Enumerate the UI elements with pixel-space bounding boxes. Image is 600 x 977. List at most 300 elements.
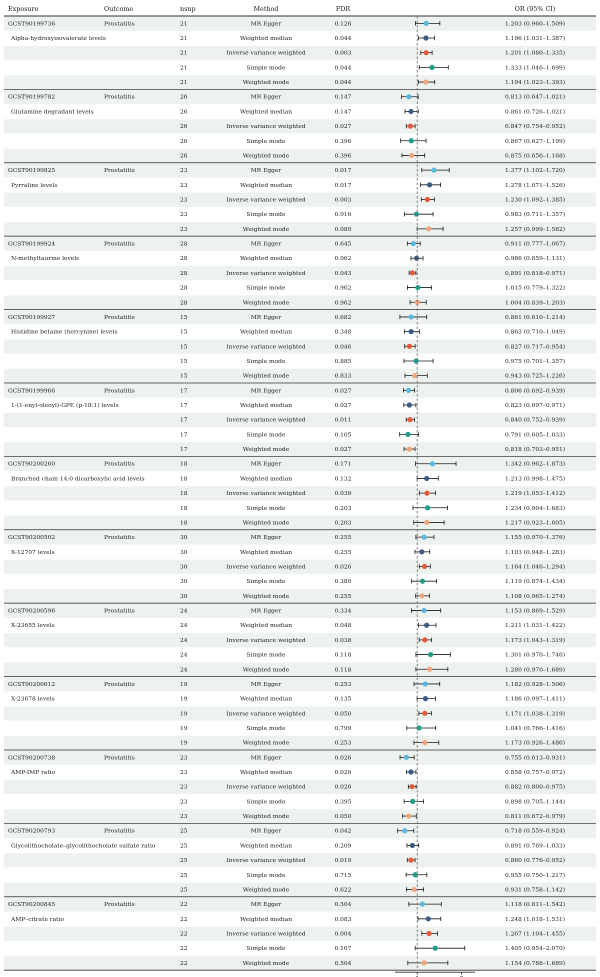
fdr-value: 0.044	[334, 80, 352, 87]
table-row	[4, 589, 596, 603]
nsnp-value: 30	[180, 564, 188, 571]
or-point	[423, 35, 428, 40]
fdr-value: 0.622	[334, 887, 352, 894]
fdr-value: 0.396	[334, 138, 352, 145]
fdr-value: 0.962	[334, 300, 352, 307]
or-point	[419, 549, 424, 554]
or-ci-text: 1.004 (0.839–1.203)	[504, 300, 566, 307]
or-ci-text: 0.931 (0.758–1.142)	[504, 887, 566, 894]
nsnp-value: 17	[180, 447, 188, 454]
or-point	[424, 491, 429, 496]
nsnp-value: 25	[180, 872, 188, 879]
table-row	[4, 384, 596, 398]
or-point	[410, 270, 415, 275]
outcome-label: Prostatitis	[104, 681, 135, 688]
or-ci-text: 1.153 (0.869–1.529)	[504, 608, 566, 615]
nsnp-value: 24	[180, 608, 188, 615]
or-ci-text: 1.377 (1.102–1.720)	[504, 168, 566, 175]
header-fdr: FDR	[335, 5, 351, 13]
exposure-id: GCST90199966	[8, 388, 56, 395]
fdr-value: 0.026	[334, 755, 352, 762]
header-exposure: Exposure	[8, 5, 39, 13]
exposure-label: X-23655 levels	[11, 623, 55, 630]
nsnp-value: 18	[180, 505, 188, 512]
fdr-value: 0.799	[334, 725, 352, 732]
or-point	[420, 902, 425, 907]
nsnp-value: 28	[180, 241, 188, 248]
table-row	[180, 211, 565, 218]
or-ci-text: 1.211 (1.031–1.422)	[504, 623, 566, 630]
nsnp-value: 18	[180, 461, 188, 468]
table-row	[4, 75, 596, 89]
table-row	[4, 369, 596, 383]
exposure-label: Histidine betaine (hercynine) levels	[11, 329, 118, 336]
method-label: Inverse variance weighted	[226, 564, 306, 571]
method-label: MR Egger	[250, 21, 282, 28]
or-point	[424, 520, 429, 525]
or-ci-text: 0.863 (0.710–1.049)	[504, 329, 566, 336]
or-ci-text: 1.173 (0.926–1.486)	[504, 740, 566, 747]
or-ci-text: 1.213 (0.998–1.475)	[504, 476, 566, 483]
exposure-label: X-23678 levels	[11, 696, 55, 703]
method-label: MR Egger	[250, 94, 282, 101]
or-ci-text: 0.858 (0.757–0.972)	[504, 770, 566, 777]
table-row	[11, 842, 565, 849]
or-point	[422, 740, 427, 745]
method-label: Inverse variance weighted	[226, 50, 306, 57]
table-row	[180, 652, 565, 659]
or-ci-text: 1.154 (0.788–1.689)	[504, 960, 566, 967]
or-point	[407, 402, 412, 407]
fdr-value: 0.044	[334, 65, 352, 72]
exposure-id: GCST90199825	[8, 168, 56, 175]
table-row	[4, 119, 596, 133]
or-ci-text: 1.203 (0.960–1.509)	[504, 21, 566, 28]
or-ci-text: 0.891 (0.818–0.971)	[504, 270, 566, 277]
fdr-value: 0.132	[334, 476, 352, 483]
or-point	[423, 79, 428, 84]
table-row	[11, 329, 565, 336]
table-row	[4, 516, 596, 530]
or-ci-text: 1.103 (0.948–1.283)	[504, 549, 566, 556]
fdr-value: 0.645	[334, 241, 352, 248]
table-row	[4, 824, 596, 838]
or-ci-text: 1.301 (0.970–1.746)	[504, 652, 566, 659]
table-row	[11, 182, 565, 189]
method-label: Weighted mode	[242, 373, 290, 380]
group-GCST90200612	[4, 677, 596, 750]
method-label: Weighted mode	[242, 593, 290, 600]
table-row	[4, 736, 596, 750]
or-ci-text: 1.333 (1.046–1.699)	[504, 65, 566, 72]
method-label: MR Egger	[250, 241, 282, 248]
or-point	[407, 446, 412, 451]
exposure-label: Glycolithocholate–glycolithocholate sulfate ratio	[11, 843, 156, 850]
or-ci-text: 1.280 (0.970–1.689)	[504, 667, 566, 674]
group-GCST90200793	[4, 823, 596, 896]
or-point	[430, 461, 435, 466]
method-label: Inverse variance weighted	[226, 858, 306, 865]
nsnp-value: 24	[180, 652, 188, 659]
table-row	[4, 149, 596, 163]
fdr-value: 0.027	[334, 403, 352, 410]
exposure-id: GCST90200502	[8, 535, 56, 542]
or-point	[425, 197, 430, 202]
fdr-value: 0.050	[334, 711, 352, 718]
or-ci-text: 1.186 (0.997–1.411)	[504, 696, 566, 703]
method-label: Weighted mode	[242, 153, 290, 160]
or-ci-text: 1.015 (0.779–1.322)	[504, 285, 566, 292]
method-label: Weighted median	[239, 476, 293, 483]
method-label: Weighted mode	[242, 447, 290, 454]
outcome-label: Prostatitis	[104, 94, 135, 101]
method-label: Inverse variance weighted	[226, 711, 306, 718]
fdr-value: 0.147	[334, 94, 352, 101]
or-ci-text: 0.718 (0.559–0.924)	[504, 828, 566, 835]
group-GCST90199927	[4, 310, 596, 383]
or-point	[412, 887, 417, 892]
table-row	[4, 633, 596, 647]
table-row	[180, 872, 565, 879]
nsnp-value: 18	[180, 476, 188, 483]
table-row	[10, 35, 565, 42]
fdr-value: 0.003	[334, 197, 352, 204]
fdr-value: 0.050	[334, 814, 352, 821]
or-point	[411, 241, 416, 246]
table-row	[4, 956, 596, 970]
method-label: MR Egger	[250, 828, 282, 835]
method-label: Weighted median	[239, 843, 293, 850]
exposure-label: Branched chain 14:0 dicarboxylic acid levels	[11, 476, 145, 483]
or-point	[408, 417, 413, 422]
table-row	[4, 310, 596, 324]
or-point	[424, 50, 429, 55]
or-point	[412, 373, 417, 378]
fdr-value: 0.833	[334, 373, 352, 380]
or-ci-text: 1.248 (1.018–1.531)	[504, 916, 566, 923]
exposure-id: GCST90199782	[8, 94, 56, 101]
outcome-label: Prostatitis	[104, 902, 135, 909]
table-row	[11, 402, 565, 409]
or-ci-text: 0.847 (0.754–0.952)	[504, 124, 566, 131]
fdr-value: 0.105	[334, 432, 352, 439]
table-row	[4, 442, 596, 456]
exposure-id: GCST90199924	[8, 241, 56, 248]
or-ci-text: 0.875 (0.656–1.168)	[504, 153, 566, 160]
or-point	[410, 843, 415, 848]
table-row	[4, 883, 596, 897]
fdr-value: 0.209	[334, 843, 352, 850]
method-label: MR Egger	[250, 168, 282, 175]
outcome-label: Prostatitis	[104, 388, 135, 395]
or-ci-text: 0.860 (0.776–0.952)	[504, 858, 566, 865]
nsnp-value: 21	[180, 50, 188, 57]
or-point	[424, 623, 429, 628]
table-row	[4, 897, 596, 911]
table-row	[4, 193, 596, 207]
fdr-value: 0.253	[334, 681, 352, 688]
table-row	[4, 222, 596, 236]
or-ci-text: 0.955 (0.750–1.217)	[504, 872, 566, 879]
nsnp-value: 23	[180, 755, 188, 762]
or-point	[408, 109, 413, 114]
method-label: Simple mode	[246, 65, 286, 72]
exposure-label: 1-(1-enyl-oleoyl)-GPE (p-18:1) levels	[11, 403, 119, 410]
method-label: Weighted mode	[242, 520, 290, 527]
method-label: MR Egger	[250, 681, 282, 688]
table-row	[4, 560, 596, 574]
nsnp-value: 21	[180, 65, 188, 72]
method-label: Weighted median	[239, 916, 293, 923]
or-point	[424, 21, 429, 26]
fdr-value: 0.715	[334, 872, 352, 879]
fdr-value: 0.083	[334, 916, 352, 923]
or-point	[422, 711, 427, 716]
method-label: Weighted median	[239, 623, 293, 630]
method-label: Weighted median	[239, 403, 293, 410]
fdr-value: 0.504	[334, 960, 352, 967]
method-label: MR Egger	[250, 755, 282, 762]
nsnp-value: 23	[180, 182, 188, 189]
method-label: MR Egger	[250, 535, 282, 542]
method-label: Weighted mode	[242, 226, 290, 233]
or-point	[409, 329, 414, 334]
or-point	[428, 652, 433, 657]
table-row	[180, 64, 565, 71]
nsnp-value: 17	[180, 417, 188, 424]
or-ci-text: 0.791 (0.605–1.033)	[504, 432, 566, 439]
or-ci-text: 1.173 (1.043–1.319)	[504, 637, 566, 644]
nsnp-value: 23	[180, 212, 188, 219]
outcome-label: Prostatitis	[104, 461, 135, 468]
or-ci-text: 1.219 (1.053–1.412)	[504, 491, 566, 498]
table-row	[11, 696, 565, 703]
or-ci-text: 0.818 (0.703–0.951)	[504, 447, 566, 454]
nsnp-value: 15	[180, 373, 188, 380]
nsnp-value: 28	[180, 256, 188, 263]
or-point	[422, 637, 427, 642]
nsnp-value: 17	[180, 403, 188, 410]
outcome-label: Prostatitis	[104, 608, 135, 615]
fdr-value: 0.038	[334, 637, 352, 644]
exposure-id: GCST90200596	[8, 608, 56, 615]
or-point	[426, 226, 431, 231]
method-label: Simple mode	[246, 285, 286, 292]
fdr-value: 0.118	[334, 667, 352, 674]
method-label: Weighted mode	[242, 300, 290, 307]
method-label: Inverse variance weighted	[226, 784, 306, 791]
or-point	[426, 931, 431, 936]
method-label: Simple mode	[246, 946, 286, 953]
table-row	[4, 295, 596, 309]
nsnp-value: 21	[180, 80, 188, 87]
fdr-value: 0.042	[334, 828, 352, 835]
outcome-label: Prostatitis	[104, 168, 135, 175]
table-row	[4, 809, 596, 823]
or-point	[425, 505, 430, 510]
fdr-value: 0.255	[334, 593, 352, 600]
exposure-label: X-12707 levels	[11, 549, 55, 556]
fdr-value: 0.334	[334, 608, 352, 615]
nsnp-value: 30	[180, 579, 188, 586]
method-label: Inverse variance weighted	[226, 124, 306, 131]
method-label: Simple mode	[246, 505, 286, 512]
method-label: Weighted mode	[242, 814, 290, 821]
group-GCST90200738	[4, 750, 596, 823]
nsnp-value: 30	[180, 549, 188, 556]
nsnp-value: 23	[180, 226, 188, 233]
table-row	[11, 622, 565, 629]
method-label: Weighted median	[239, 256, 293, 263]
group-GCST90200845	[4, 897, 596, 970]
table-row	[10, 769, 565, 776]
method-label: Simple mode	[246, 212, 286, 219]
method-label: Inverse variance weighted	[226, 344, 306, 351]
method-label: Inverse variance weighted	[226, 491, 306, 498]
exposure-id: GCST90200738	[8, 755, 56, 762]
fdr-value: 0.044	[334, 36, 352, 43]
or-point	[414, 358, 419, 363]
table-row	[180, 138, 565, 145]
or-ci-text: 0.811 (0.672–0.979)	[504, 814, 566, 821]
method-label: Inverse variance weighted	[226, 197, 306, 204]
table-row	[4, 927, 596, 941]
exposure-label: AMP–citrate ratio	[11, 916, 64, 923]
nsnp-value: 28	[180, 270, 188, 277]
table-row	[4, 339, 596, 353]
header-row	[8, 5, 555, 13]
or-point	[408, 314, 413, 319]
fdr-value: 0.048	[334, 623, 352, 630]
or-ci-text: 1.230 (1.092–1.385)	[504, 197, 566, 204]
table-row	[180, 358, 565, 365]
table-row	[180, 285, 565, 292]
fdr-value: 0.026	[334, 770, 352, 777]
method-label: Weighted median	[239, 182, 293, 189]
or-ci-text: 1.118 (0.811–1.542)	[504, 902, 566, 909]
or-point	[407, 344, 412, 349]
method-label: Simple mode	[246, 872, 286, 879]
method-label: Weighted median	[239, 329, 293, 336]
exposure-label: AMP-IMP ratio	[11, 770, 56, 777]
or-ci-text: 1.164 (1.046–1.294)	[504, 564, 566, 571]
nsnp-value: 26	[180, 124, 188, 131]
table-row	[180, 725, 565, 732]
or-ci-text: 0.813 (0.647–1.021)	[504, 94, 566, 101]
nsnp-value: 25	[180, 843, 188, 850]
outcome-label: Prostatitis	[104, 535, 135, 542]
method-label: Simple mode	[246, 652, 286, 659]
nsnp-value: 26	[180, 109, 188, 116]
or-ci-text: 1.405 (0.954–2.070)	[504, 946, 566, 953]
header-nsnp: nsnp	[180, 5, 196, 13]
or-ci-text: 0.827 (0.717–0.954)	[504, 344, 566, 351]
method-label: Weighted median	[239, 109, 293, 116]
fdr-value: 0.167	[334, 946, 352, 953]
nsnp-value: 19	[180, 725, 188, 732]
or-point	[421, 608, 426, 613]
nsnp-value: 23	[180, 197, 188, 204]
or-ci-text: 0.975 (0.701–1.357)	[504, 358, 566, 365]
method-label: Simple mode	[246, 725, 286, 732]
or-ci-text: 1.267 (1.104–1.455)	[504, 931, 566, 938]
fdr-value: 0.027	[334, 388, 352, 395]
table-row	[4, 751, 596, 765]
nsnp-value: 23	[180, 770, 188, 777]
fdr-value: 0.255	[334, 535, 352, 542]
group-GCST90200502	[4, 530, 596, 603]
fdr-value: 0.043	[334, 270, 352, 277]
fdr-value: 0.080	[334, 226, 352, 233]
fdr-value: 0.026	[334, 784, 352, 791]
or-point	[409, 153, 414, 158]
group-GCST90199924	[4, 236, 596, 309]
or-point	[422, 535, 427, 540]
exposure-id: GCST90200793	[8, 828, 56, 835]
outcome-label: Prostatitis	[104, 21, 135, 28]
or-ci-text: 0.867 (0.627–1.199)	[504, 138, 566, 145]
or-point	[424, 476, 429, 481]
or-ci-text: 0.861 (0.726–1.021)	[504, 109, 566, 116]
nsnp-value: 19	[180, 696, 188, 703]
fdr-value: 0.380	[334, 579, 352, 586]
outcome-label: Prostatitis	[104, 755, 135, 762]
or-point	[422, 564, 427, 569]
table-row	[4, 486, 596, 500]
nsnp-value: 22	[180, 902, 188, 909]
fdr-value: 0.962	[334, 285, 352, 292]
nsnp-value: 22	[180, 916, 188, 923]
or-ci-text: 0.983 (0.711–1.357)	[504, 212, 566, 219]
or-ci-text: 1.155 (0.970–1.376)	[504, 535, 566, 542]
or-point	[402, 828, 407, 833]
nsnp-value: 18	[180, 520, 188, 527]
or-point	[409, 784, 414, 789]
method-label: MR Egger	[250, 902, 282, 909]
nsnp-value: 19	[180, 740, 188, 747]
or-point	[406, 813, 411, 818]
or-point	[415, 285, 420, 290]
or-point	[426, 916, 431, 921]
fdr-value: 0.916	[334, 212, 352, 219]
nsnp-value: 15	[180, 314, 188, 321]
or-point	[414, 256, 419, 261]
or-ci-text: 0.911 (0.777–1.067)	[504, 241, 566, 248]
exposure-id: GCST90199736	[8, 21, 56, 28]
fdr-value: 0.962	[334, 256, 352, 263]
method-label: Weighted mode	[242, 887, 290, 894]
outcome-label: Prostatitis	[104, 828, 135, 835]
method-label: Weighted median	[239, 770, 293, 777]
table-row	[11, 108, 565, 115]
or-ci-text: 1.108 (0.965–1.274)	[504, 593, 566, 600]
fdr-value: 0.396	[334, 153, 352, 160]
or-ci-text: 1.171 (1.038–1.319)	[504, 711, 566, 718]
nsnp-value: 23	[180, 168, 188, 175]
group-GCST90199825	[4, 163, 596, 236]
or-ci-text: 0.861 (0.610–1.214)	[504, 314, 566, 321]
table-row	[180, 505, 565, 512]
or-ci-text: 1.201 (1.080–1.335)	[504, 50, 566, 57]
method-label: Inverse variance weighted	[226, 637, 306, 644]
method-label: Simple mode	[246, 138, 286, 145]
or-ci-text: 1.182 (0.928–1.506)	[504, 681, 566, 688]
table-row	[4, 662, 596, 676]
table-row	[4, 706, 596, 720]
method-label: Weighted mode	[242, 740, 290, 747]
table-row	[4, 853, 596, 867]
or-point	[427, 667, 432, 672]
